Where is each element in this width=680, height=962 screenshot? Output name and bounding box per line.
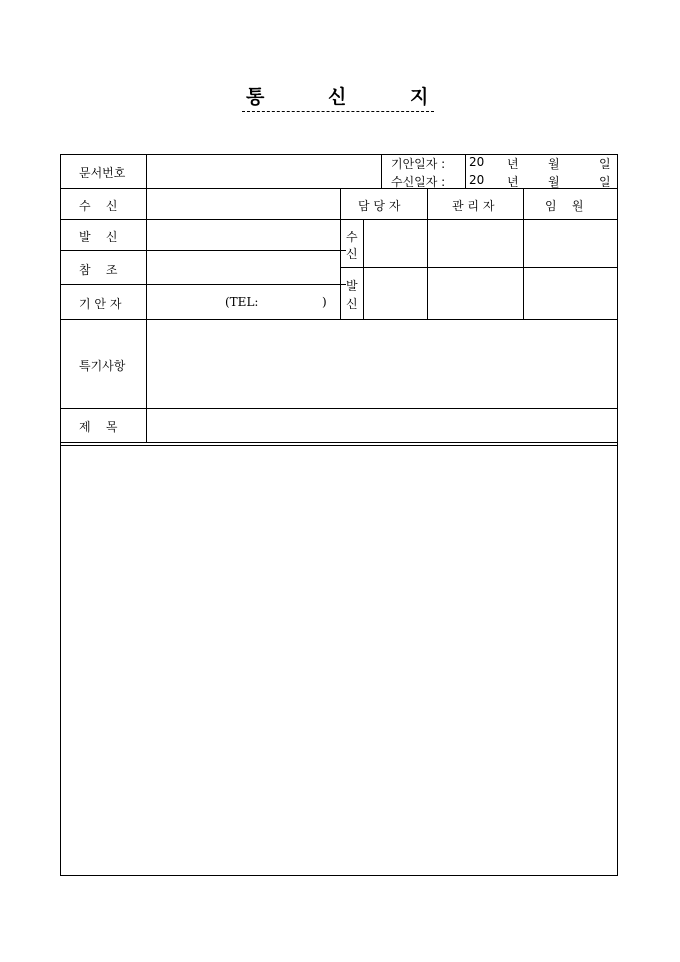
receive-date-month-unit: 월 xyxy=(548,175,560,189)
recipient-field[interactable] xyxy=(147,189,340,219)
draft-date-month-unit: 월 xyxy=(548,157,560,171)
notes-label: 특기사항 xyxy=(79,359,126,373)
approval-receive-side-1: 수 xyxy=(346,230,358,244)
draft-date-year-unit: 년 xyxy=(507,157,519,171)
subject-label: 제 목 xyxy=(79,420,118,434)
title-underline xyxy=(242,111,434,112)
doc-number-field[interactable] xyxy=(147,155,381,188)
receive-date-year-unit: 년 xyxy=(507,175,519,189)
approval-send-manager-cell[interactable] xyxy=(428,268,523,319)
body-area[interactable] xyxy=(60,445,618,876)
draft-date-year[interactable]: 20 xyxy=(469,155,485,169)
recipient-label: 수 신 xyxy=(79,199,118,213)
receive-date-label: 수신일자 : xyxy=(391,175,446,189)
receive-date-year[interactable]: 20 xyxy=(469,173,485,187)
approval-manager-header: 관 리 자 xyxy=(452,199,495,213)
approval-receive-side-2: 신 xyxy=(346,247,358,261)
approval-send-person-cell[interactable] xyxy=(364,268,427,319)
doc-number-label: 문서번호 xyxy=(79,166,126,180)
drafter-field[interactable] xyxy=(147,285,221,319)
approval-recv-exec-cell[interactable] xyxy=(524,220,617,267)
approval-exec-header: 임 원 xyxy=(545,199,584,213)
notes-field[interactable] xyxy=(147,320,617,408)
document-title xyxy=(242,82,434,110)
approval-send-side-1: 발 xyxy=(346,279,358,293)
reference-field[interactable] xyxy=(147,251,340,284)
sender-field[interactable] xyxy=(147,220,340,250)
approval-send-exec-cell[interactable] xyxy=(524,268,617,319)
title-char-1: 통 xyxy=(246,86,265,108)
draft-date-day-unit: 일 xyxy=(599,157,611,171)
drafter-label: 기 안 자 xyxy=(79,297,122,311)
approval-recv-manager-cell[interactable] xyxy=(428,220,523,267)
sender-label: 발 신 xyxy=(79,230,118,244)
title-char-3: 지 xyxy=(410,86,429,108)
approval-person-header: 담 당 자 xyxy=(358,199,401,213)
draft-date-label: 기안일자 : xyxy=(391,157,446,171)
approval-send-side-2: 신 xyxy=(346,297,358,311)
receive-date-day-unit: 일 xyxy=(599,175,611,189)
subject-field[interactable] xyxy=(147,409,617,442)
tel-close-paren: ) xyxy=(322,295,327,309)
reference-label: 참 조 xyxy=(79,263,118,277)
approval-recv-person-cell[interactable] xyxy=(364,220,427,267)
tel-label: (TEL: xyxy=(225,295,259,309)
title-char-2: 신 xyxy=(328,86,347,108)
